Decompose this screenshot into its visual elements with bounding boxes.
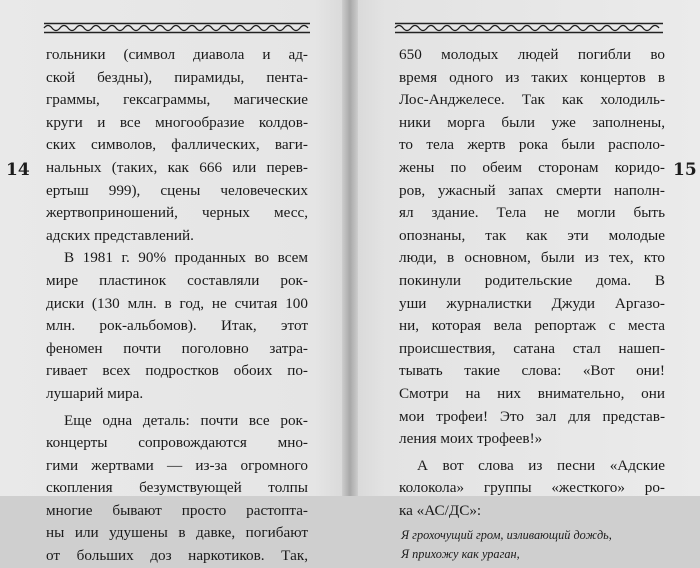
text-line: А вот слова из песни «Адские	[417, 456, 665, 474]
text-line: гольники (символ диавола и ад-	[46, 46, 308, 63]
poem-line: Я прихожу как ураган,	[401, 547, 520, 562]
text-line: опознаны, так как эти молодые	[399, 226, 665, 244]
text-line: то тела жертв рока были располо-	[399, 136, 665, 154]
text-line: Смотри на них внимательно, они	[399, 384, 665, 402]
text-line: скопления безумствующей толпы	[46, 479, 308, 497]
text-line: нальных (таких, как 666 или перев-	[46, 158, 308, 176]
text-line: феномен почти поголовно затра-	[46, 339, 308, 357]
text-line: покинули родительские дома. В	[399, 271, 665, 289]
text-line: ертыш 999), сцены человеческих	[46, 181, 308, 199]
text-line: жены по обеим сторонам коридо-	[399, 158, 665, 176]
text-line: уши журналистки Джуди Аргазо-	[399, 294, 665, 312]
header-ornament-left	[44, 22, 310, 34]
text-line: ка «АС/ДС»:	[399, 501, 482, 519]
text-line: млн. рок-альбомов). Итак, этот	[46, 317, 308, 335]
text-line: жертвоприношений, черных месс,	[46, 204, 308, 222]
right-page	[355, 0, 700, 562]
text-line: ники морга были уже заполнены,	[399, 113, 665, 131]
right-page-text	[399, 44, 665, 564]
text-line: 650 молодых людей погибли во	[399, 46, 665, 63]
text-line: ял здание. Тела не могли быть	[399, 204, 665, 222]
text-line: тывать такие слова: «Вот они!	[399, 362, 665, 380]
text-line: Лос-Анджелесе. Так как холодиль-	[399, 91, 665, 109]
text-line: мире пластинок составляли рок-	[46, 271, 308, 289]
page-number: 15	[673, 160, 697, 180]
text-line: колокола» группы «жесткого» ро-	[399, 479, 665, 497]
text-line: круги и все многообразие колдов-	[46, 113, 308, 131]
text-line: мои трофеи! Это зал для представ-	[399, 407, 665, 425]
text-line: гивает всех подростков обоих по-	[46, 362, 308, 380]
text-line: лушарий мира.	[46, 384, 144, 402]
text-line: В 1981 г. 90% проданных во всем	[64, 249, 308, 267]
header-ornament-right	[395, 22, 663, 34]
text-line: диски (130 млн. в год, не считая 100	[46, 294, 308, 312]
text-line: время одного из таких концертов в	[399, 68, 665, 86]
text-line: ления моих трофеев!»	[399, 430, 543, 448]
poem-line: Я грохочущий гром, изливающий дождь,	[401, 528, 612, 543]
left-page	[0, 0, 345, 565]
text-line: ров, ужасный запах смерти наполн-	[399, 181, 665, 199]
text-line: Еще одна деталь: почти все рок-	[64, 411, 308, 429]
text-line: от больших доз наркотиков. Так,	[46, 547, 308, 565]
text-line: граммы, гексаграммы, магические	[46, 91, 308, 109]
poem-excerpt	[399, 526, 665, 564]
page-number: 14	[6, 160, 30, 180]
text-line: ны или удушены в давке, погибают	[46, 524, 308, 542]
left-page-text	[46, 44, 308, 568]
text-line: гими жертвами — из-за огромного	[46, 456, 308, 474]
text-line: ни, которая вела репортаж с места	[399, 317, 665, 335]
text-line: происшествия, сатана стал нашеп-	[399, 339, 665, 357]
text-line: ской бездны), пирамиды, пента-	[46, 68, 308, 86]
text-line: многие бывают просто растопта-	[46, 501, 308, 519]
text-line: адских представлений.	[46, 226, 194, 244]
text-line: концерты сопровождаются мно-	[46, 434, 308, 452]
text-line: люди, в основном, были из тех, кто	[399, 249, 665, 267]
text-line: ских символов, фаллических, ваги-	[46, 136, 308, 154]
